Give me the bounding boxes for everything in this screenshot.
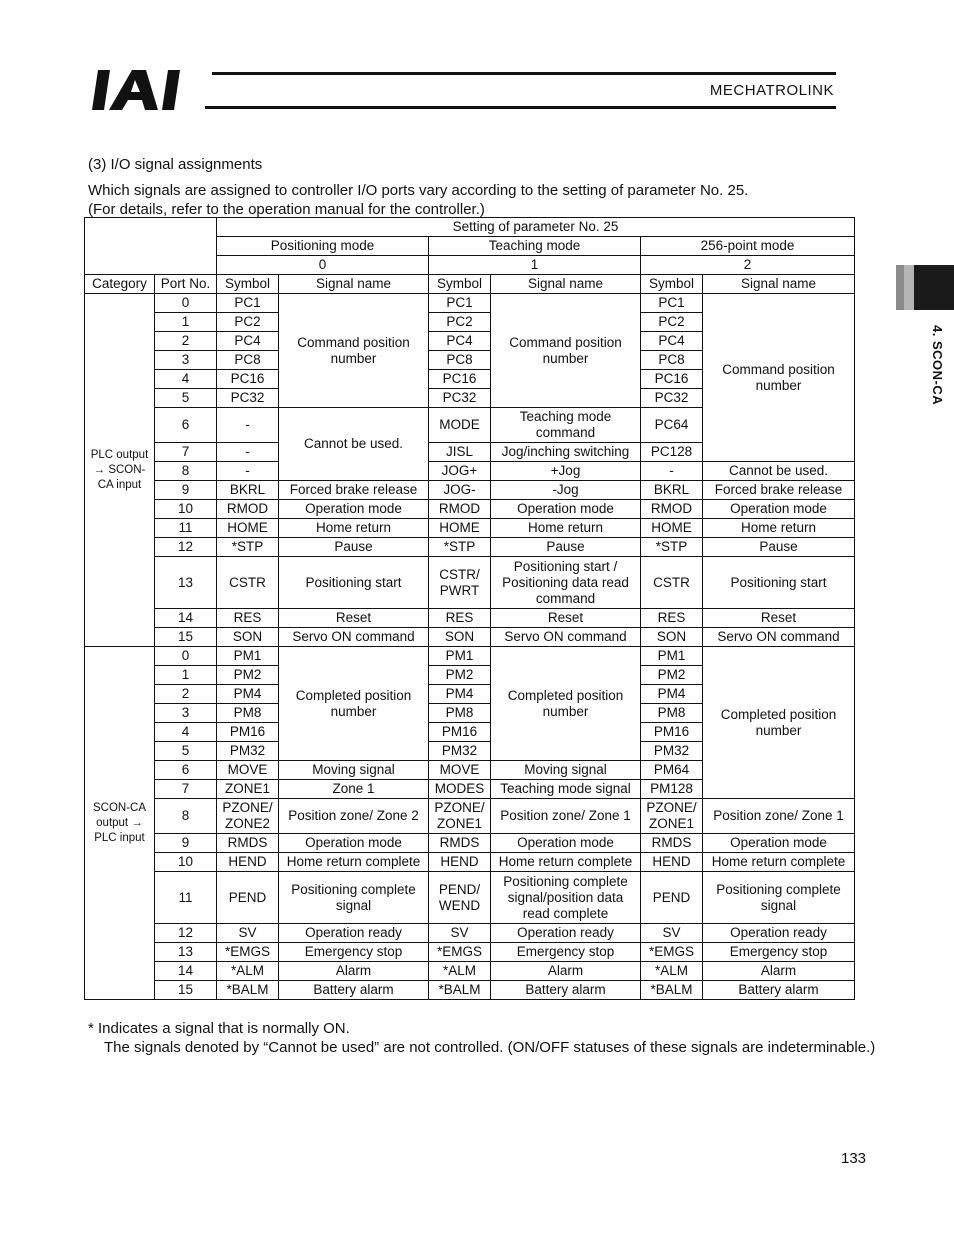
- table-row: [85, 853, 855, 872]
- symbol: PM64: [641, 761, 703, 780]
- symbol: -: [641, 462, 703, 481]
- symbol: *BALM: [217, 981, 279, 1000]
- signal-name: Alarm: [703, 962, 855, 981]
- col-category: Category: [85, 275, 155, 294]
- symbol: RMDS: [429, 834, 491, 853]
- header-rule-bottom: [205, 106, 836, 109]
- signal-name: Pause: [279, 538, 429, 557]
- signal-name: Battery alarm: [279, 981, 429, 1000]
- symbol: PM4: [641, 685, 703, 704]
- symbol: PM8: [429, 704, 491, 723]
- symbol: PC32: [429, 389, 491, 408]
- symbol: SV: [217, 924, 279, 943]
- symbol: -: [217, 443, 279, 462]
- signal-name: +Jog: [491, 462, 641, 481]
- table-row: [85, 294, 855, 313]
- symbol: PM8: [217, 704, 279, 723]
- header-rule-top: [212, 72, 836, 75]
- col-signal: Signal name: [279, 275, 429, 294]
- signal-name: Reset: [279, 609, 429, 628]
- symbol: RMOD: [429, 500, 491, 519]
- port-number: 11: [155, 519, 217, 538]
- signal-name: Operation mode: [279, 834, 429, 853]
- mode-positioning: Positioning mode: [217, 237, 429, 256]
- symbol: PM8: [641, 704, 703, 723]
- port-number: 6: [155, 408, 217, 443]
- signal-name: Zone 1: [279, 780, 429, 799]
- intro-line-1: Which signals are assigned to controller I/O ports vary according to the setting of parameter No. 25.: [88, 182, 749, 199]
- signal-name: Operation mode: [279, 500, 429, 519]
- port-number: 13: [155, 557, 217, 609]
- port-number: 2: [155, 685, 217, 704]
- port-number: 7: [155, 780, 217, 799]
- symbol: PC4: [429, 332, 491, 351]
- symbol: PM2: [641, 666, 703, 685]
- signal-name: Positioning start / Positioning data read command: [491, 557, 641, 609]
- signal-name: Positioning complete signal: [279, 872, 429, 924]
- symbol: ZONE1: [217, 780, 279, 799]
- port-number: 6: [155, 761, 217, 780]
- table-row: [85, 924, 855, 943]
- intro-line-2: (For details, refer to the operation manual for the controller.): [88, 201, 485, 218]
- signal-name: Command position number: [491, 294, 641, 408]
- col-symbol: Symbol: [217, 275, 279, 294]
- symbol: HEND: [429, 853, 491, 872]
- symbol: PM32: [641, 742, 703, 761]
- symbol: PC2: [217, 313, 279, 332]
- symbol: JISL: [429, 443, 491, 462]
- table-row: [85, 538, 855, 557]
- symbol: *BALM: [641, 981, 703, 1000]
- symbol: *EMGS: [217, 943, 279, 962]
- footnote: [88, 1019, 875, 1057]
- symbol: BKRL: [641, 481, 703, 500]
- footnote-line-1: * Indicates a signal that is normally ON.: [88, 1020, 350, 1037]
- signal-name: Command position number: [279, 294, 429, 408]
- symbol: PM16: [217, 723, 279, 742]
- symbol: *STP: [217, 538, 279, 557]
- col-symbol: Symbol: [429, 275, 491, 294]
- signal-name: Teaching mode command: [491, 408, 641, 443]
- symbol: MOVE: [217, 761, 279, 780]
- signal-name: Home return complete: [491, 853, 641, 872]
- col-signal: Signal name: [703, 275, 855, 294]
- signal-name: Completed position number: [491, 647, 641, 761]
- symbol: MODES: [429, 780, 491, 799]
- symbol: PC2: [641, 313, 703, 332]
- category-input: PLC output → SCON-CA input: [85, 294, 155, 647]
- symbol: PC32: [641, 389, 703, 408]
- signal-name: Completed position number: [279, 647, 429, 761]
- symbol: PC16: [429, 370, 491, 389]
- symbol: SV: [641, 924, 703, 943]
- symbol: MODE: [429, 408, 491, 443]
- signal-name: Operation mode: [491, 834, 641, 853]
- signal-name: Home return complete: [703, 853, 855, 872]
- signal-name: Pause: [491, 538, 641, 557]
- signal-name: Positioning start: [279, 557, 429, 609]
- symbol: PM16: [641, 723, 703, 742]
- table-row: [85, 481, 855, 500]
- symbol: PEND/ WEND: [429, 872, 491, 924]
- signal-name: Position zone/ Zone 2: [279, 799, 429, 834]
- port-number: 13: [155, 943, 217, 962]
- port-number: 10: [155, 500, 217, 519]
- port-number: 7: [155, 443, 217, 462]
- iai-logo: [92, 70, 202, 110]
- port-number: 1: [155, 313, 217, 332]
- table-row: [85, 872, 855, 924]
- symbol: PZONE/ ZONE1: [429, 799, 491, 834]
- io-signal-table: [84, 217, 855, 1000]
- signal-name: Battery alarm: [491, 981, 641, 1000]
- signal-name: Jog/inching switching: [491, 443, 641, 462]
- symbol: SV: [429, 924, 491, 943]
- port-number: 10: [155, 853, 217, 872]
- symbol: RES: [429, 609, 491, 628]
- table-row: [85, 628, 855, 647]
- symbol: -: [217, 462, 279, 481]
- signal-name: Cannot be used.: [279, 408, 429, 481]
- symbol: PM4: [429, 685, 491, 704]
- symbol: RMOD: [641, 500, 703, 519]
- symbol: SON: [641, 628, 703, 647]
- symbol: *ALM: [429, 962, 491, 981]
- symbol: PC16: [217, 370, 279, 389]
- symbol: PC4: [217, 332, 279, 351]
- signal-name: Operation ready: [703, 924, 855, 943]
- port-number: 2: [155, 332, 217, 351]
- symbol: MOVE: [429, 761, 491, 780]
- table-row: [85, 609, 855, 628]
- signal-name: Operation mode: [703, 500, 855, 519]
- symbol: PC16: [641, 370, 703, 389]
- port-number: 4: [155, 723, 217, 742]
- signal-name: Positioning complete signal/position data read complete: [491, 872, 641, 924]
- symbol: CSTR: [217, 557, 279, 609]
- symbol: RMDS: [217, 834, 279, 853]
- port-number: 0: [155, 294, 217, 313]
- signal-name: Operation mode: [703, 834, 855, 853]
- category-output: SCON-CA output → PLC input: [85, 647, 155, 1000]
- col-symbol: Symbol: [641, 275, 703, 294]
- symbol: RES: [641, 609, 703, 628]
- signal-name: Servo ON command: [279, 628, 429, 647]
- port-number: 15: [155, 981, 217, 1000]
- signal-name: Positioning start: [703, 557, 855, 609]
- symbol: PZONE/ ZONE1: [641, 799, 703, 834]
- signal-name: Emergency stop: [491, 943, 641, 962]
- header-row-param: [85, 218, 855, 237]
- symbol: *EMGS: [641, 943, 703, 962]
- value-0: 0: [217, 256, 429, 275]
- symbol: PC8: [429, 351, 491, 370]
- signal-name: Operation ready: [279, 924, 429, 943]
- symbol: PM1: [641, 647, 703, 666]
- symbol: JOG-: [429, 481, 491, 500]
- signal-name: Home return: [703, 519, 855, 538]
- symbol: PZONE/ ZONE2: [217, 799, 279, 834]
- port-number: 15: [155, 628, 217, 647]
- signal-name: -Jog: [491, 481, 641, 500]
- value-1: 1: [429, 256, 641, 275]
- symbol: PC32: [217, 389, 279, 408]
- signal-name: Emergency stop: [703, 943, 855, 962]
- signal-name: Home return complete: [279, 853, 429, 872]
- table-row: [85, 462, 855, 481]
- symbol: CSTR: [641, 557, 703, 609]
- signal-name: Moving signal: [279, 761, 429, 780]
- signal-name: Home return: [279, 519, 429, 538]
- symbol: BKRL: [217, 481, 279, 500]
- symbol: HOME: [641, 519, 703, 538]
- table-row: [85, 799, 855, 834]
- param-header: Setting of parameter No. 25: [217, 218, 855, 237]
- value-2: 2: [641, 256, 855, 275]
- col-port: Port No.: [155, 275, 217, 294]
- signal-name: Positioning complete signal: [703, 872, 855, 924]
- port-number: 1: [155, 666, 217, 685]
- port-number: 5: [155, 742, 217, 761]
- signal-name: Operation ready: [491, 924, 641, 943]
- port-number: 9: [155, 834, 217, 853]
- symbol: SON: [429, 628, 491, 647]
- signal-name: Alarm: [491, 962, 641, 981]
- table-row: [85, 519, 855, 538]
- symbol: *BALM: [429, 981, 491, 1000]
- mode-teaching: Teaching mode: [429, 237, 641, 256]
- symbol: PC128: [641, 443, 703, 462]
- symbol: PM2: [217, 666, 279, 685]
- signal-name: Cannot be used.: [703, 462, 855, 481]
- port-number: 3: [155, 351, 217, 370]
- signal-name: Forced brake release: [703, 481, 855, 500]
- port-number: 11: [155, 872, 217, 924]
- symbol: -: [217, 408, 279, 443]
- symbol: PM32: [429, 742, 491, 761]
- symbol: HEND: [641, 853, 703, 872]
- table-row: [85, 500, 855, 519]
- symbol: PM32: [217, 742, 279, 761]
- symbol: RMOD: [217, 500, 279, 519]
- symbol: PM1: [429, 647, 491, 666]
- symbol: PC8: [217, 351, 279, 370]
- port-number: 4: [155, 370, 217, 389]
- signal-name: Home return: [491, 519, 641, 538]
- signal-name: Operation mode: [491, 500, 641, 519]
- signal-name: Teaching mode signal: [491, 780, 641, 799]
- intro-text: [88, 181, 748, 219]
- symbol: PM2: [429, 666, 491, 685]
- signal-name: Battery alarm: [703, 981, 855, 1000]
- symbol: PEND: [641, 872, 703, 924]
- chapter-tab: [896, 265, 954, 310]
- signal-name: Forced brake release: [279, 481, 429, 500]
- symbol: JOG+: [429, 462, 491, 481]
- port-number: 8: [155, 799, 217, 834]
- table-row: [85, 962, 855, 981]
- signal-name: Reset: [703, 609, 855, 628]
- symbol: PM16: [429, 723, 491, 742]
- signal-name: Position zone/ Zone 1: [491, 799, 641, 834]
- header-product-name: MECHATROLINK: [709, 82, 834, 99]
- table-row: [85, 943, 855, 962]
- col-signal: Signal name: [491, 275, 641, 294]
- symbol: RMDS: [641, 834, 703, 853]
- signal-name: Servo ON command: [491, 628, 641, 647]
- symbol: PC1: [429, 294, 491, 313]
- port-number: 14: [155, 609, 217, 628]
- port-number: 8: [155, 462, 217, 481]
- symbol: *STP: [429, 538, 491, 557]
- symbol: HOME: [429, 519, 491, 538]
- signal-name: Pause: [703, 538, 855, 557]
- table-row: [85, 981, 855, 1000]
- symbol: *ALM: [641, 962, 703, 981]
- table-row: [85, 834, 855, 853]
- table-row: [85, 647, 855, 666]
- symbol: CSTR/ PWRT: [429, 557, 491, 609]
- port-number: 14: [155, 962, 217, 981]
- port-number: 0: [155, 647, 217, 666]
- symbol: HEND: [217, 853, 279, 872]
- section-title: (3) I/O signal assignments: [88, 156, 263, 173]
- symbol: PM1: [217, 647, 279, 666]
- signal-name: Emergency stop: [279, 943, 429, 962]
- page-number: 133: [841, 1150, 867, 1167]
- table-row: [85, 557, 855, 609]
- symbol: PC2: [429, 313, 491, 332]
- signal-name: Servo ON command: [703, 628, 855, 647]
- symbol: PEND: [217, 872, 279, 924]
- signal-name: Position zone/ Zone 1: [703, 799, 855, 834]
- signal-name: Moving signal: [491, 761, 641, 780]
- symbol: PM4: [217, 685, 279, 704]
- signal-name: Command position number: [703, 294, 855, 462]
- symbol: PM128: [641, 780, 703, 799]
- port-number: 3: [155, 704, 217, 723]
- symbol: *ALM: [217, 962, 279, 981]
- port-number: 12: [155, 924, 217, 943]
- signal-name: Completed position number: [703, 647, 855, 799]
- port-number: 9: [155, 481, 217, 500]
- symbol: PC1: [217, 294, 279, 313]
- signal-name: Reset: [491, 609, 641, 628]
- symbol: *EMGS: [429, 943, 491, 962]
- signal-name: Alarm: [279, 962, 429, 981]
- header-blank: [85, 218, 217, 275]
- footnote-line-2: The signals denoted by “Cannot be used” are not controlled. (ON/OFF statuses of these signals are indeterminable.): [104, 1039, 876, 1056]
- symbol: PC1: [641, 294, 703, 313]
- symbol: RES: [217, 609, 279, 628]
- symbol: SON: [217, 628, 279, 647]
- chapter-label: 4. SCON-CA: [930, 325, 945, 406]
- port-number: 5: [155, 389, 217, 408]
- mode-256-point: 256-point mode: [641, 237, 855, 256]
- symbol: HOME: [217, 519, 279, 538]
- header-row-columns: [85, 275, 855, 294]
- symbol: PC4: [641, 332, 703, 351]
- symbol: *STP: [641, 538, 703, 557]
- port-number: 12: [155, 538, 217, 557]
- symbol: PC8: [641, 351, 703, 370]
- symbol: PC64: [641, 408, 703, 443]
